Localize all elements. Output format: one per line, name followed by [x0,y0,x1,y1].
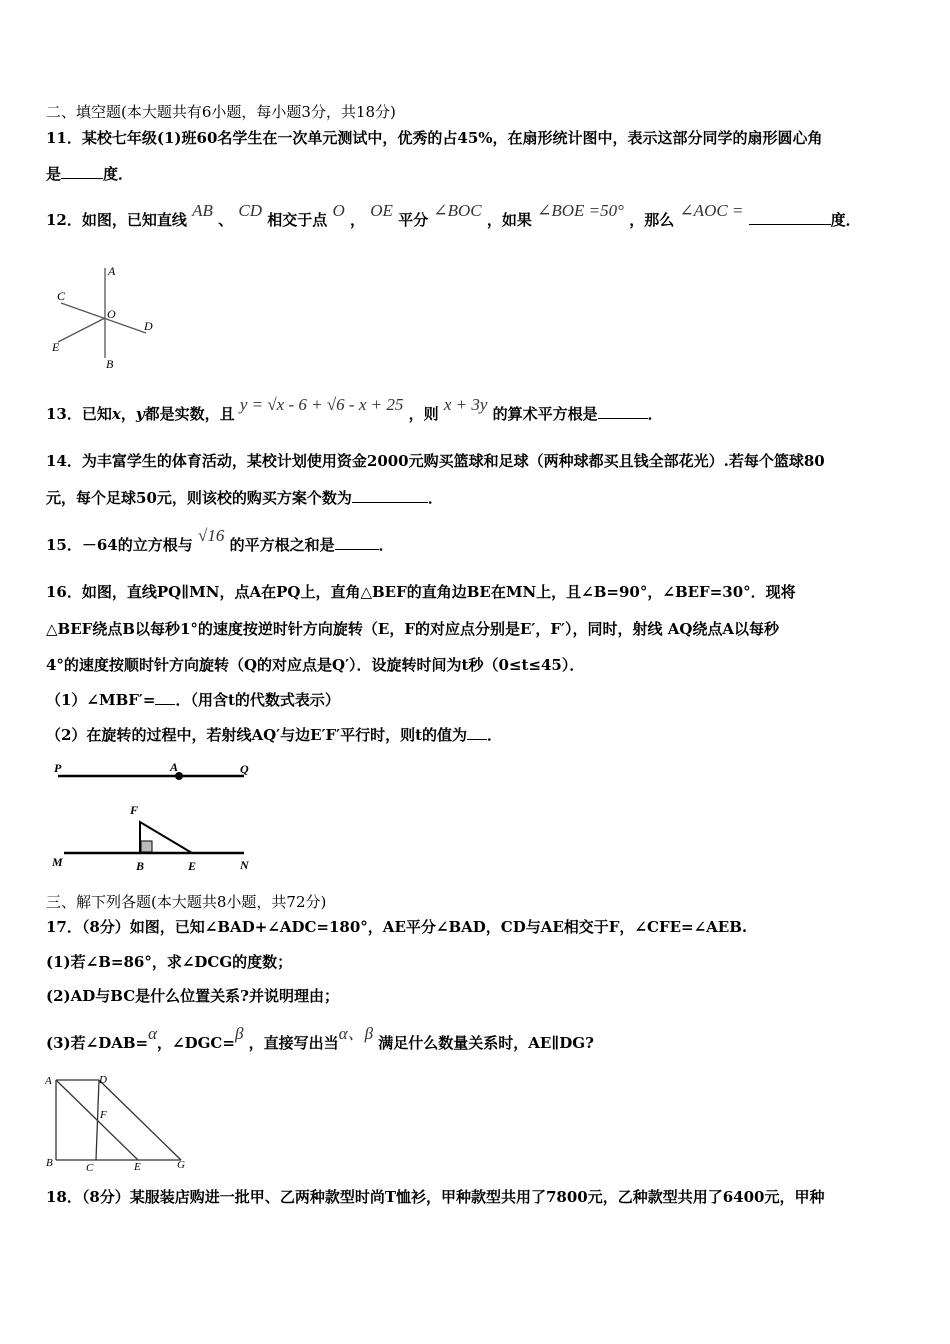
q16-part2-blank [467,725,487,740]
q16-line3: 4°的速度按顺时针方向旋转（Q的对应点是Q′）．设旋转时间为t秒（0≤t≤45）． [46,656,585,674]
q12-label-d: D [144,319,153,333]
q12-text-d: ， [350,211,366,229]
q18-line1: 18．（8分）某服装店购进一批甲、乙两种款型时尚T恤衫，甲种款型共用了7800元，乙种款型共用了6400元，甲种 [46,1188,825,1206]
q16-line2: △BEF绕点B以每秒1°的速度按逆时针方向旋转（E，F的对应点分别是E′，F′），同时，射线 AQ绕点A以每秒 [46,620,780,638]
q13-text-d: 的算术平方根是 [492,405,598,423]
q17-label-f: F [100,1109,107,1121]
q16-label-p: P [54,761,62,775]
q12-ray-oe [58,318,105,342]
q14-text-b: ． [427,489,443,507]
q16-label-m: M [52,855,63,869]
q12-label-e: E [52,340,60,354]
section2-header: 二、填空题(本大题共有6小题，每小题3分，共18分) [46,103,396,121]
q16-part1-text-b: ．（用含t的代数式表示） [175,691,340,709]
q13-text-a: 13．已知 [46,405,112,423]
q17-part3-text-a: (3)若∠DAB= [46,1034,149,1052]
q12-math-o: O [332,201,345,220]
q17-label-c: C [86,1162,94,1174]
q17-label-d: D [99,1074,107,1086]
q17-label-g: G [177,1159,185,1171]
q12-label-b: B [106,357,114,371]
q16-right-angle-mark [141,841,152,852]
q17-part3-text-c: ，直接写出当 [248,1034,339,1052]
q17-part3-text-b: ，∠DGC= [157,1034,235,1052]
q17-label-b: B [46,1157,53,1169]
q14-line1: 14．为丰富学生的体育活动，某校计划使用资金2000元购买篮球和足球（两种球都买且钱全部花光）.若每个篮球80 [46,452,825,470]
q13-var-x: x [111,405,121,423]
q17-figure [44,1070,204,1176]
q15-line [46,526,394,555]
q13-text-c: ，则 [408,405,439,423]
q16-figure [46,756,266,876]
q12-math-ab: AB [192,201,213,220]
q17-line1: 17．（8分）如图，已知∠BAD+∠ADC=180°，AE平分∠BAD，CD与AE相交于F，∠CFE=∠AEB. [46,918,748,936]
q13-math-equation: y = √x - 6 + √6 - x + 25 [239,395,404,414]
q17-part1: (1)若∠B=86°，求∠DCG的度数； [46,953,293,971]
q11-text-a: 是 [46,165,62,183]
q12-line [46,201,861,230]
q12-math-oe: OE [370,201,393,220]
q17-label-a: A [45,1075,52,1087]
q17-label-e: E [134,1161,141,1173]
q17-part3-text-d: 满足什么数量关系时，AE∥DG? [378,1034,594,1052]
q12-text-g: ，那么 [629,211,675,229]
q16-label-a: A [170,760,179,774]
q14-text-a: 元，每个足球50元，则该校的购买方案个数为 [46,489,352,507]
q12-text-b: 、 [218,211,234,229]
q11-line2 [46,164,133,184]
q17-part2: (2)AD与BC是什么位置关系?并说明理由； [46,987,339,1005]
q12-math-boc: ∠BOC [433,201,482,220]
q12-label-c: C [57,289,66,303]
q16-part2-text-b: ． [487,726,503,744]
q17-math-beta: β [234,1024,244,1043]
q16-label-b: B [136,859,145,873]
q12-line-cd [61,303,146,333]
q12-text-h: 度． [830,211,861,229]
q13-line [46,395,663,424]
q12-math-boe: ∠BOE =50° [537,201,624,220]
q16-part2 [46,725,502,745]
q16-part2-text-a: （2）在旋转的过程中，若射线AQ′与边E′F′平行时，则t的值为 [46,726,468,744]
q16-line1: 16．如图，直线PQ∥MN，点A在PQ上，直角△BEF的直角边BE在MN上，且∠B=90°，∠BEF=30°．现将 [46,583,796,601]
q14-line2 [46,488,443,508]
q16-label-n: N [240,858,249,872]
q15-math-sqrt16: √16 [197,526,225,545]
q16-part1 [46,690,340,710]
q12-text-e: 平分 [398,211,429,229]
q16-part1-blank [155,690,175,705]
q12-figure [46,262,166,374]
q12-blank [749,210,831,225]
q13-text-b: 都是实数，且 [144,405,235,423]
q11-line1: 11．某校七年级(1)班60名学生在一次单元测试中，优秀的占45%，在扇形统计图中，表示这部分同学的扇形圆心角 [46,129,823,147]
q17-math-alpha: α [148,1024,158,1043]
q12-text-a: 12．如图，已知直线 [46,211,187,229]
q13-math-expr: x + 3y [443,395,488,414]
q13-sep: ， [120,405,136,423]
q12-text-f: ，如果 [486,211,532,229]
q15-text-b: 的平方根之和是 [229,536,335,554]
q14-blank [352,488,428,503]
q15-text-a: 15．－64的立方根与 [46,536,193,554]
q12-math-aoc: ∠AOC = [679,201,744,220]
q13-var-y: y [135,405,145,423]
q12-math-cd: CD [238,201,262,220]
q16-label-f: F [130,803,139,817]
q16-label-q: Q [240,762,249,776]
q16-label-e: E [188,859,197,873]
q16-part1-text-a: （1）∠MBF′= [46,691,156,709]
section3-header: 三、解下列各题(本大题共8小题，共72分) [46,893,327,911]
q15-blank [335,535,379,550]
q11-text-b: 度． [103,165,134,183]
q17-part3 [46,1024,594,1053]
q12-text-c: 相交于点 [267,211,328,229]
q17-math-alpha-beta: α、β [338,1024,374,1043]
q15-text-c: ． [378,536,394,554]
q12-label-a: A [108,264,116,278]
q17-segment-dg [99,1080,181,1160]
q13-blank [598,404,648,419]
q12-label-o: O [107,307,116,321]
q13-text-e: ． [647,405,663,423]
q11-blank [61,164,103,179]
